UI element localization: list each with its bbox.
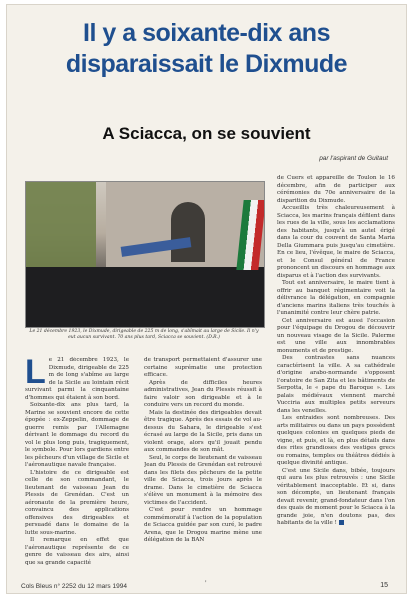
page-number: 15 (380, 582, 388, 589)
paragraph: Accueillis très chaleureusement à Sciacca, les marins français défilent dans les rues de la ville, sous les acclamations des habitants, jusqu'à un autel érigé dans la cour du couvent de Santa Maria Della Giummara puis jusqu'au cimetière. En ce lieu, l'évêque, le maire de Sciacca, et le Consul général de France prononcent un discours en hommage aux disparus et à l'action des survivants. (277, 205, 395, 279)
paragraph: Les entraides sont nombreuses. Des arts militaires ou dans un pays possèdent quelques colonies en quelques pieds de vigne, et puis, et là, en plus détails dans des rites grandioses des vestiges grecs ou romains, temples ou théâtres dédiés à quelque divinité antique. (277, 415, 395, 466)
ceremony-photo (25, 181, 265, 328)
paragraph: Seul, le corps de lieutenant de vaisseau Jean du Plessis de Grenédan est retrouvé dans les filets des pêcheurs de la petite ville de Sciacca, trois jours après le drame. Dans le cimetière de Sciacca s'élève un monument à la mémoire des victimes de l'accident. (144, 454, 262, 506)
headline-line-1: Il y a soixante-dix ans (83, 19, 330, 47)
paragraph: Mais la destinée des dirigeables devait être tragique. Après des essais de vol au-dessus du Sahara, le dirigeable s'est écrasé au large de la Sicile, pris dans un violent orage, alors qu'il jouait pendu aux commandes de son mât. (144, 409, 262, 453)
end-of-article-mark (339, 520, 344, 525)
photo-archway (171, 202, 205, 262)
headline-line-2: disparaissait le Dixmude (65, 50, 348, 78)
article-subtitle: A Sciacca, on se souvient (102, 124, 311, 143)
publication-credit: Cols Bleus n° 2252 du 12 mars 1994 (21, 583, 127, 590)
paragraph: Cet anniversaire est aussi l'occasion pour l'équipage du Drogou de découvrir un nouveau visage de la Sicile. Palerme est une ville aux innombrables monuments et de prestige. (277, 317, 395, 354)
paragraph: Tout est anniversaire, le maire tient à offrir au banquet régimentaire voit la délivrance la délégation, en compagnie d'anciens marins italiens très touchés à l'unanimité contre leur chère patrie. (277, 280, 395, 316)
drop-cap: L (25, 357, 46, 391)
article-column-b (144, 357, 262, 569)
article-column-a (25, 357, 129, 569)
magazine-page (6, 4, 407, 594)
paragraph: de Cuers et appareille de Toulon le 16 décembre, afin de participer aux cérémonies du 70e anniversaire de la disparition du Dixmude. (277, 175, 395, 204)
paragraph: Il remarque en effet que l'aéronautique représente de ce genre de vaisseau des airs, ainsi que sa grande capacité (25, 537, 129, 566)
paragraph: Des contrastes sans nuances caractérisent la ville. A sa cathédrale d'origine arabo-normande s'opposent l'oratoire de San Zita et les bâtiments de Serpotta, le « pape du Baroque ». Les palais médiévaux viennent marché Vucciria aux multiples petits serveurs dans les venelles. (277, 355, 395, 414)
footer-center-mark: ʼ (205, 581, 207, 588)
paragraph: Après de difficiles heures administratives, Jean du Plessis réussit à faire valoir son dirigeable et à le conduire vers un record du monde. (144, 379, 262, 408)
article-column-c (277, 175, 395, 573)
paragraph (277, 468, 395, 528)
paragraph-text: C'est une Sicile dans, bibée, toujours qui aura les plus retrouvés : une Sicile véritablement inacceptable. Et si, dans son décompte, un lieutenant français devait revenir, grand-fondateur dans l'on des quais de moment pour le Sciacca à la grande joie, n'en doutons pas, des habitants de la ville ! (277, 467, 395, 526)
paragraph: de transport permettaient d'assurer une certaine suprématie une protection efficace. (144, 357, 262, 378)
paragraph: e 21 décembre 1923, le Dixmude, dirigeable de 225 m de long s'abîme au large de la Sicile au lointain récit survivant parmi la cinquantaine d'hommes qui étaient à son bord. (25, 357, 129, 401)
byline: par l'aspirant de Guitaut (319, 155, 388, 162)
paragraph: Soixante-dix ans plus tard, la Marine se souvient encore de cette épopée : ex-Zeppelin, dommage de guerre remis par l'Allemagne dérivant le dommage du record du vol le plus long puis, tragiquement, le symbole. Pour lors gardiens entre les pêcheurs d'un village de Sicile et l'aéronautique navale française. (25, 402, 129, 468)
paragraph: C'est pour rendre un hommage commémoratif à l'action de la population de Sciacca guidée par son curé, le padre Arena, que le Drogou marine mène une délégation de la BAN (144, 507, 262, 543)
photo-crowd (26, 267, 265, 327)
photo-caption: Le 21 décembre 1923, le Dixmude, dirigeable de 225 m de long, s'abîmait au large de Sicile. Il n'y eut aucun survivant. 70 ans plus tard, Sciacca se souvient. (D.R.) (29, 329, 259, 340)
paragraph: L'histoire de ce dirigeable est celle de son commandant, le lieutenant de vaisseau Jean du Plessis de Grenédan. C'est un aéronaute de la première heure, convaincu des applications offensives des dirigeables et persuadé dans le domaine de la lutte sous-marine. (25, 469, 129, 536)
